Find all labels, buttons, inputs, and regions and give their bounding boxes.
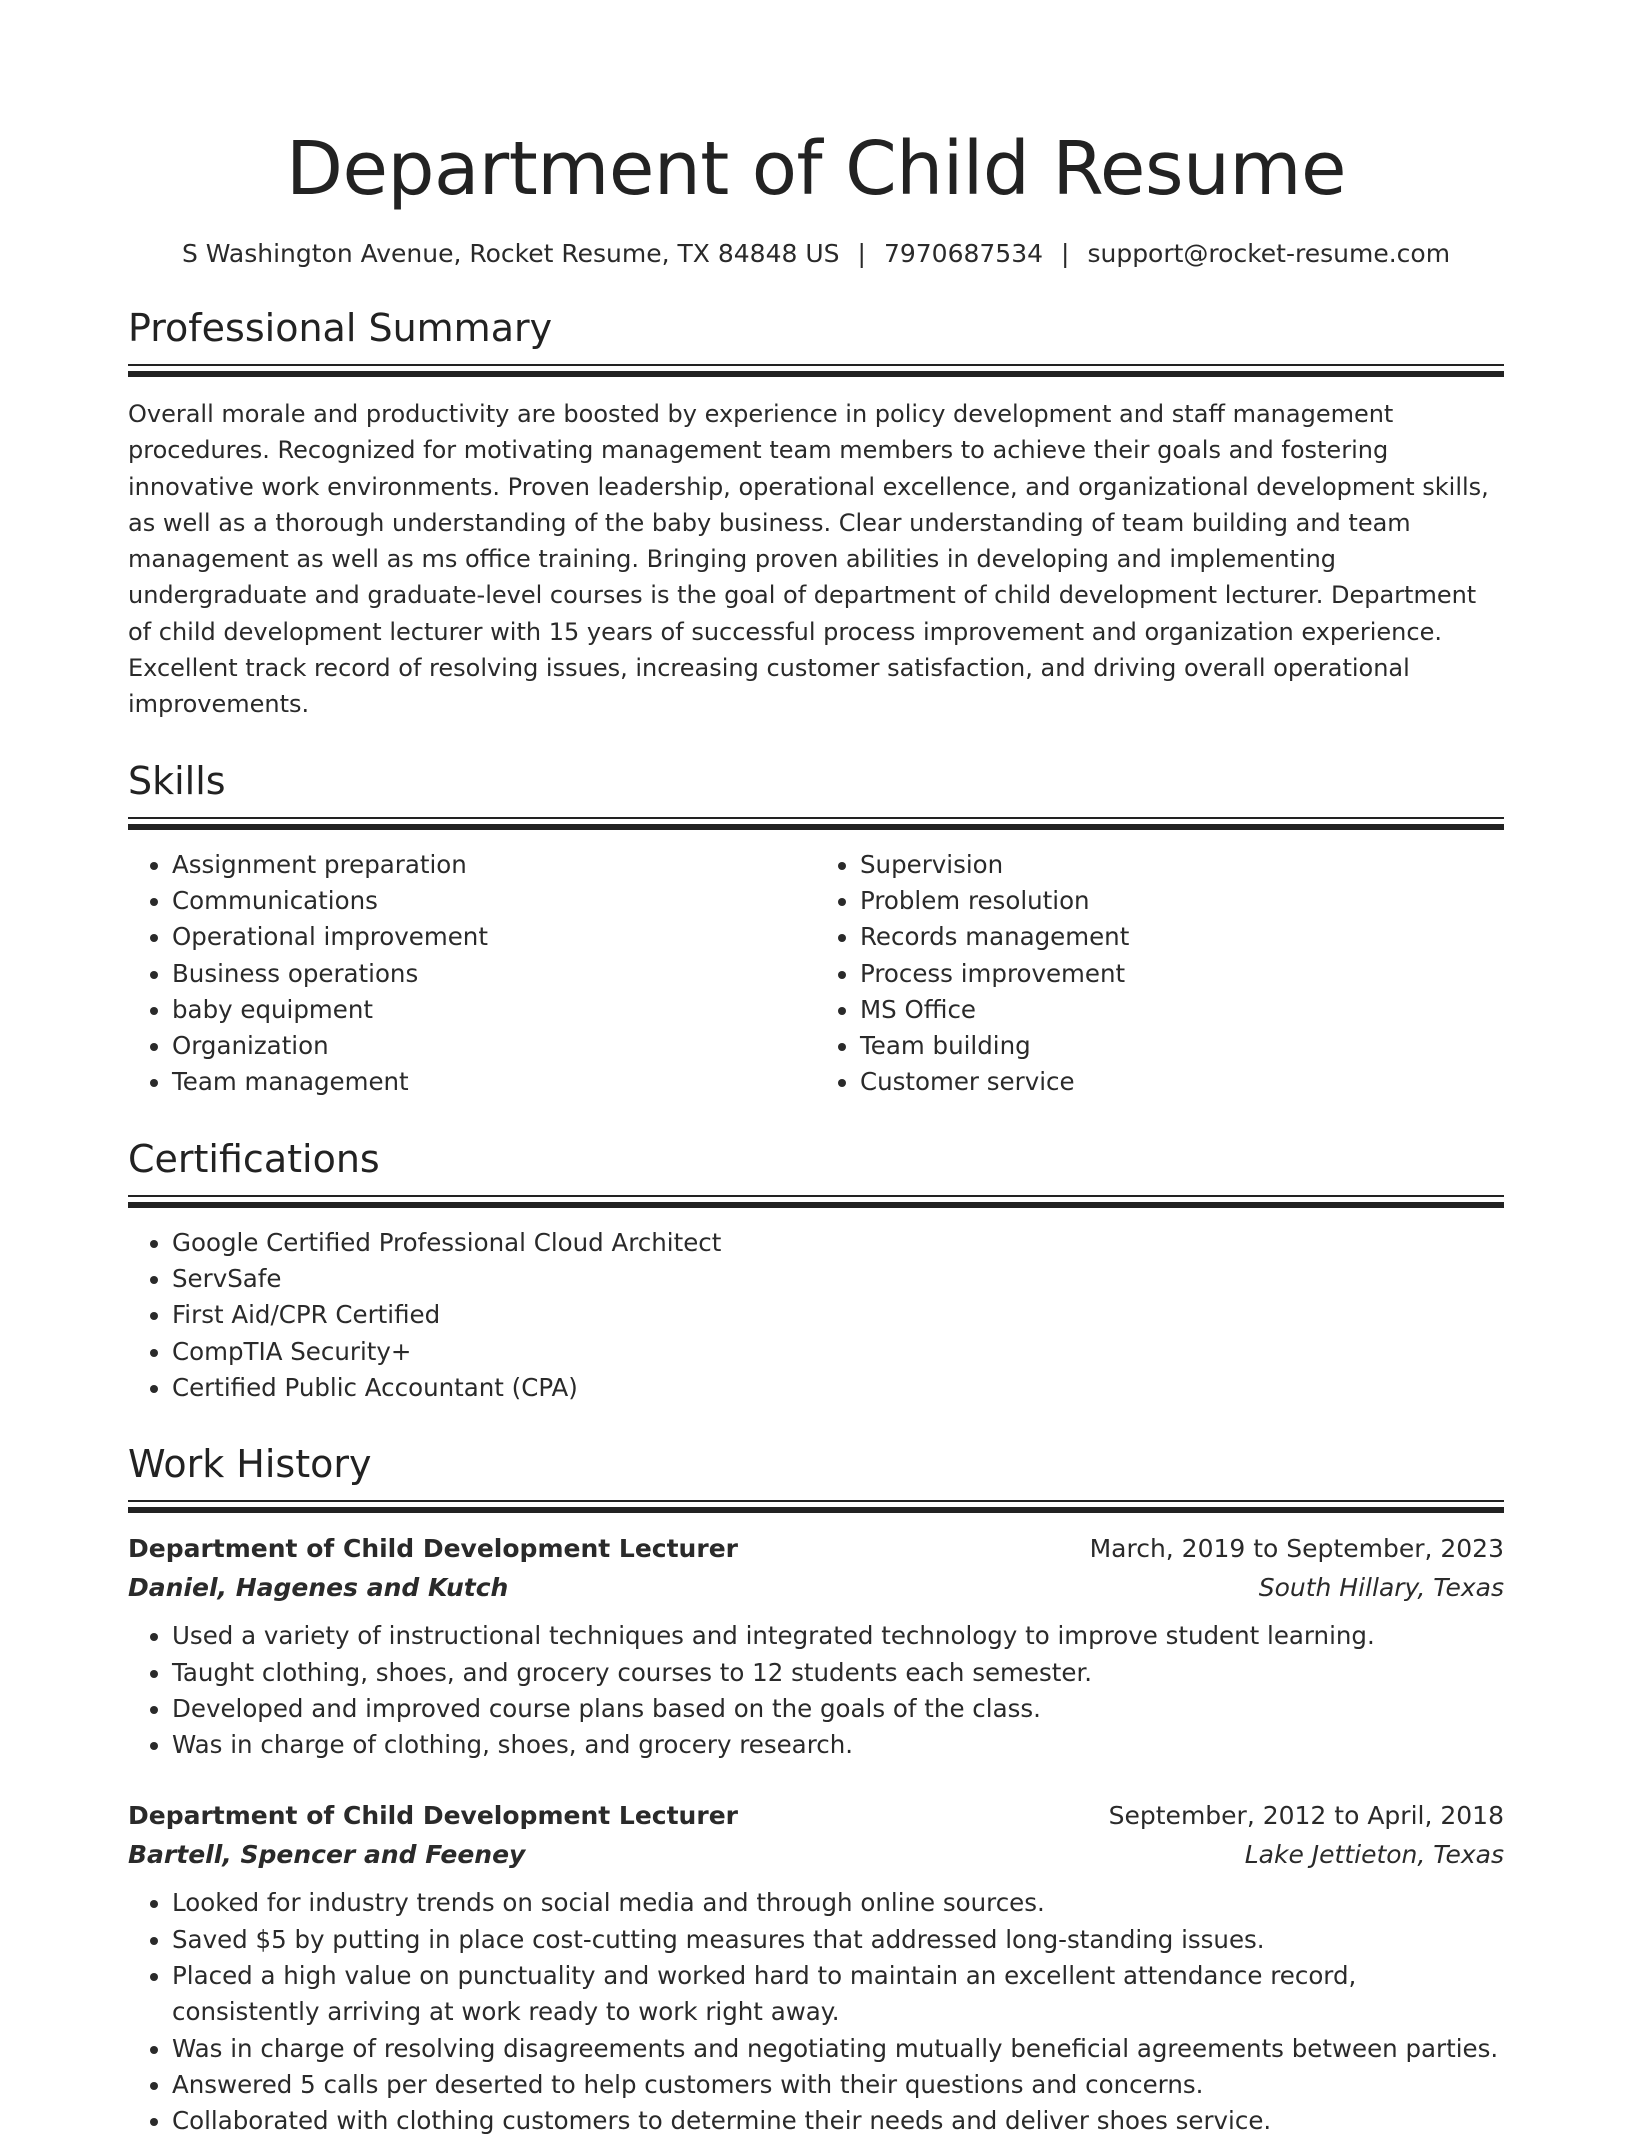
- skill-item: • Problem resolution: [860, 883, 1504, 919]
- section-divider: [128, 1500, 1504, 1514]
- job-duty-item: • Used a variety of instructional techniques and integrated technology to improve student learning.: [172, 1618, 1504, 1654]
- skill-item: • Organization: [172, 1028, 816, 1064]
- job-entry: [128, 1530, 1504, 1763]
- skill-item: • Records management: [860, 919, 1504, 955]
- contact-address: S Washington Avenue, Rocket Resume, TX 84848 US: [181, 239, 840, 268]
- contact-phone: 7970687534: [883, 239, 1044, 268]
- job-dates: March, 2019 to September, 2023: [1089, 1534, 1504, 1564]
- job-header-row: [128, 1530, 1504, 1568]
- section-title: Certifications: [128, 1136, 380, 1181]
- section-work-history: [128, 1440, 1504, 2139]
- contact-line: [128, 238, 1504, 270]
- job-duty-item: • Was in charge of clothing, shoes, and grocery research.: [172, 1727, 1504, 1763]
- section-professional-summary: [128, 304, 1504, 723]
- section-divider: [128, 364, 1504, 378]
- section-divider: [128, 817, 1504, 831]
- section-certifications: [128, 1135, 1504, 1406]
- job-location: South Hillary, Texas: [1258, 1573, 1504, 1603]
- certification-item: • ServSafe: [172, 1261, 1504, 1297]
- job-duty-item: • Answered 5 calls per deserted to help customers with their questions and concerns.: [172, 2067, 1504, 2103]
- skill-item: • Team management: [172, 1064, 816, 1100]
- resume-title: Department of Child Resume: [285, 126, 1347, 212]
- skill-item: • baby equipment: [172, 992, 816, 1028]
- certification-item: • CompTIA Security+: [172, 1334, 1504, 1370]
- job-duty-item: • Placed a high value on punctuality and worked hard to maintain an excellent attendance record, consistently arriving at work ready to work right away.: [172, 1958, 1504, 2031]
- certification-item: • First Aid/CPR Certified: [172, 1297, 1504, 1333]
- job-company: Bartell, Spencer and Feeney: [128, 1840, 526, 1870]
- job-location: Lake Jettieton, Texas: [1244, 1840, 1504, 1870]
- job-company-row: [128, 1835, 1504, 1875]
- summary-text: Overall morale and productivity are boosted by experience in policy development and staff management procedures. Recognized for motivating management team members to achieve their goals and fostering innovative work environments. Proven leadership, operational excellence, and organizational development skills, as well as a thorough understanding of the baby business. Clear understanding of team building and team management as well as ms office training. Bringing proven abilities in developing and implementing undergraduate and graduate-level courses is the goal of department of child development lecturer. Department of child development lecturer with 15 years of successful process improvement and organization experience. Excellent track record of resolving issues, increasing customer satisfaction, and driving overall operational improvements.: [128, 400, 1489, 719]
- skill-item: • Operational improvement: [172, 919, 816, 955]
- job-duty-item: • Saved $5 by putting in place cost-cutting measures that addressed long-standing issues.: [172, 1922, 1504, 1958]
- skill-item: • Customer service: [860, 1064, 1504, 1100]
- job-duty-item: • Was in charge of resolving disagreements and negotiating mutually beneficial agreements between parties.: [172, 2031, 1504, 2067]
- certification-item: • Certified Public Accountant (CPA): [172, 1370, 1504, 1406]
- skill-item: • Assignment preparation: [172, 847, 816, 883]
- job-duty-item: • Developed and improved course plans based on the goals of the class.: [172, 1691, 1504, 1727]
- skill-item: • Process improvement: [860, 956, 1504, 992]
- section-title: Skills: [128, 758, 226, 803]
- certification-item: • Google Certified Professional Cloud Architect: [172, 1225, 1504, 1261]
- job-duties-list: [128, 1885, 1504, 2139]
- skill-item: • Business operations: [172, 956, 816, 992]
- contact-separator: |: [1061, 239, 1070, 268]
- contact-email[interactable]: support@rocket-resume.com: [1087, 239, 1451, 268]
- section-title: Work History: [128, 1442, 372, 1487]
- job-duty-item: • Looked for industry trends on social media and through online sources.: [172, 1885, 1504, 1921]
- job-dates: September, 2012 to April, 2018: [1108, 1801, 1504, 1831]
- section-divider: [128, 1195, 1504, 1209]
- skill-item: • Team building: [860, 1028, 1504, 1064]
- section-skills: [128, 757, 1504, 1101]
- section-title: Professional Summary: [128, 306, 553, 350]
- contact-separator: |: [857, 239, 866, 268]
- skill-item: • MS Office: [860, 992, 1504, 1028]
- skill-item: • Supervision: [860, 847, 1504, 883]
- job-company: Daniel, Hagenes and Kutch: [128, 1573, 509, 1603]
- job-duty-item: • Taught clothing, shoes, and grocery courses to 12 students each semester.: [172, 1655, 1504, 1691]
- job-duty-item: • Collaborated with clothing customers to determine their needs and deliver shoes service.: [172, 2103, 1504, 2139]
- certifications-list: [128, 1225, 1504, 1406]
- job-title: Department of Child Development Lecturer: [128, 1534, 738, 1564]
- job-duties-list: [128, 1618, 1504, 1763]
- job-header-row: [128, 1797, 1504, 1835]
- skill-item: • Communications: [172, 883, 816, 919]
- job-company-row: [128, 1568, 1504, 1608]
- job-entry: [128, 1797, 1504, 2139]
- job-title: Department of Child Development Lecturer: [128, 1801, 738, 1831]
- skills-column-left: [128, 847, 816, 1101]
- skills-column-right: [816, 847, 1504, 1101]
- skills-grid: [128, 847, 1504, 1101]
